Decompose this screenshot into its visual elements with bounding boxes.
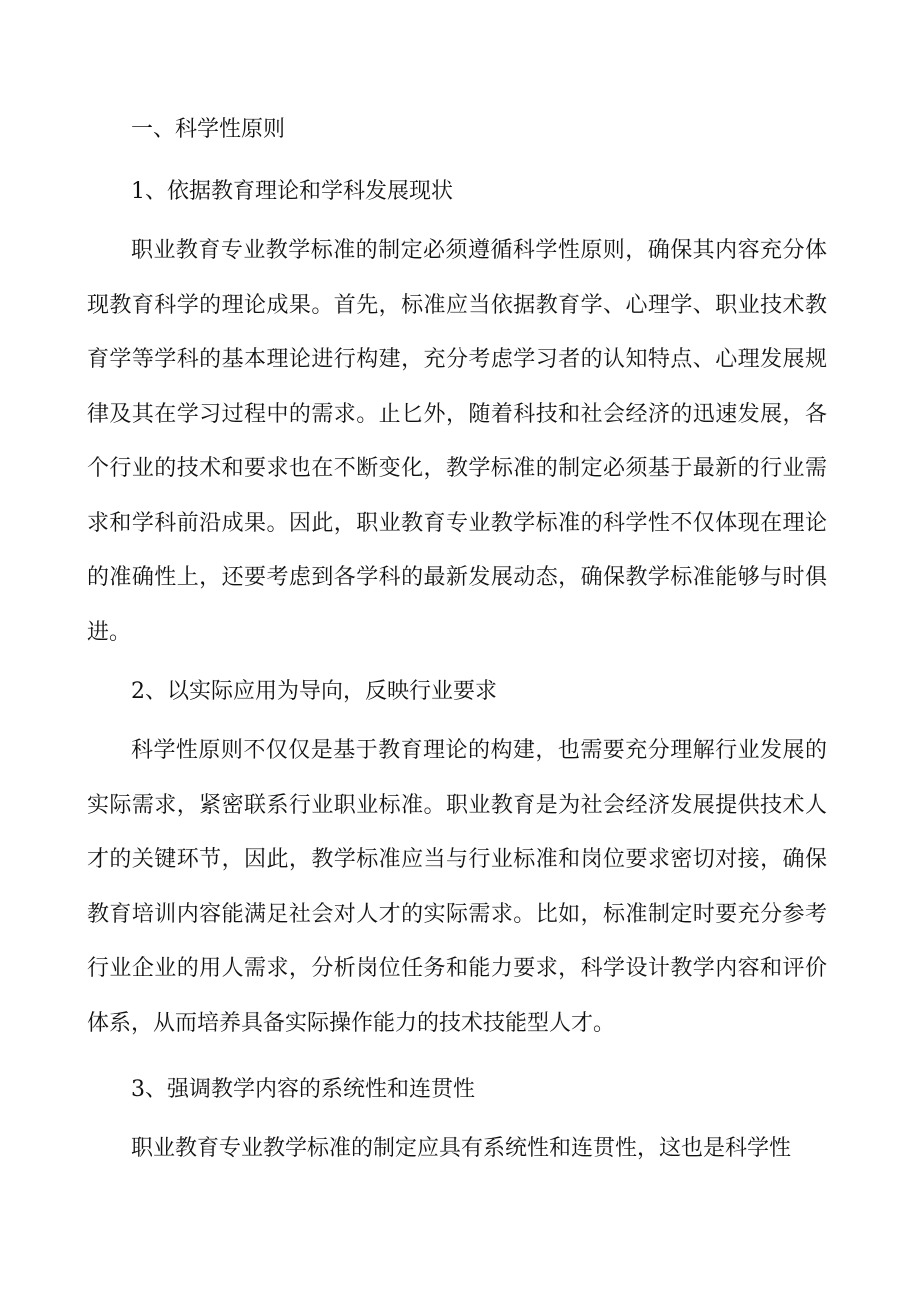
section-title: 一、科学性原则: [131, 117, 286, 142]
paragraph-3: 职业教育专业教学标准的制定应具有系统性和连贯性，这也是科学性: [131, 1136, 792, 1161]
subsection-heading-1: 1、依据教育理论和学科发展现状: [131, 179, 453, 204]
subsection-heading-2: 2、以实际应用为导向，反映行业要求: [131, 679, 497, 704]
paragraph-2: 科学性原则不仅仅是基于教育理论的构建，也需要充分理解行业发展的实际需求，紧密联系行业职业标准。职业教育是为社会经济发展提供技术人才的关键环节，因此，教学标准应当与行业标准和岗位要求密切对接，确保教育培训内容能满足社会对人才的实际需求。比如，标准制定时要充分参考行业企业的用人需求，分析岗位任务和能力要求，科学设计教学内容和评价体系，从而培养具备实际操作能力的技术技能型人才。: [87, 738, 827, 1036]
paragraph-1: 职业教育专业教学标准的制定必须遵循科学性原则，确保其内容充分体现教育科学的理论成果。首先，标准应当依据教育学、心理学、职业技术教育学等学科的基本理论进行构建，充分考虑学习者的认知特点、心理发展规律及其在学习过程中的需求。止匕外，随着科技和社会经济的迅速发展，各个行业的技术和要求也在不断变化，教学标准的制定必须基于最新的行业需求和学科前沿成果。因此，职业教育专业教学标准的科学性不仅体现在理论的准确性上，还要考虑到各学科的最新发展动态，确保教学标准能够与时俱进。: [87, 238, 827, 645]
subsection-heading-3: 3、强调教学内容的系统性和连贯性: [131, 1077, 475, 1102]
